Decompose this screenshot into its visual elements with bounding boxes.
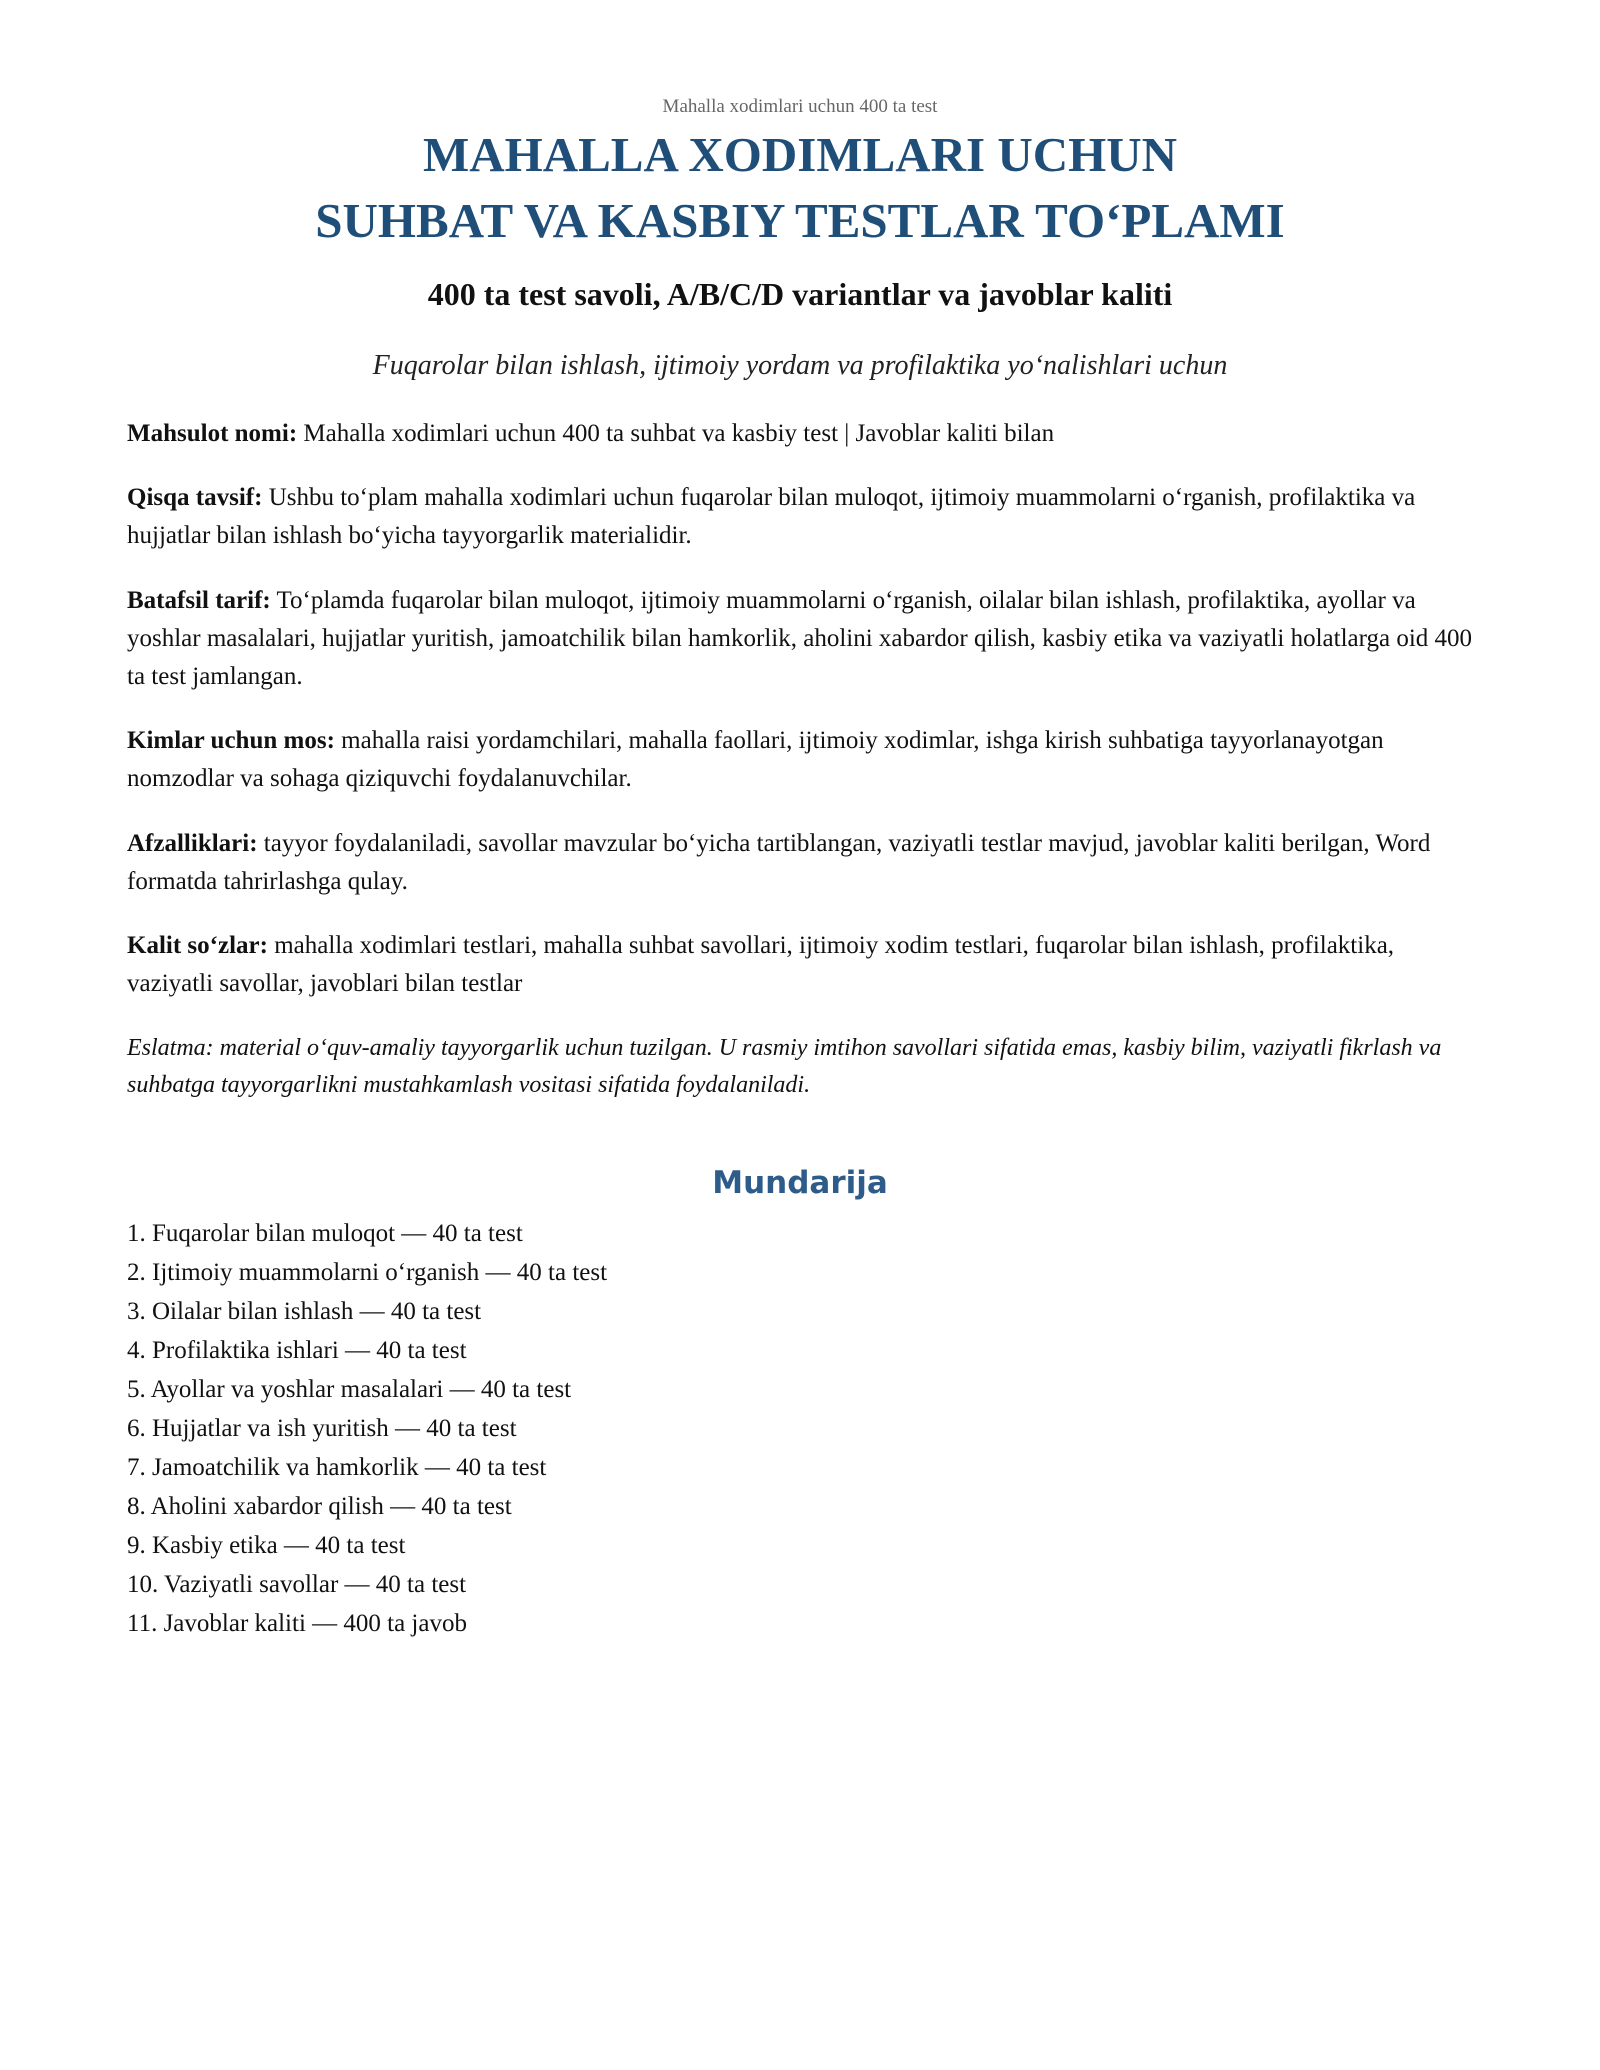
toc-title: Mundarija [712, 1165, 888, 1201]
document-title [0, 122, 1600, 254]
section-text: tayyor foydalaniladi, savollar mavzular bo‘yicha tartiblangan, vaziyatli testlar mavjud, javoblar kaliti berilgan, Word formatda tahrirlashga qulay. [127, 830, 1431, 895]
document-tagline: Fuqarolar bilan ishlash, ijtimoiy yordam va profilaktika yo‘nalishlari uchun [372, 350, 1228, 381]
toc-item: 6. Hujjatlar va ish yuritish — 40 ta test [127, 1415, 517, 1442]
section-product-name [127, 415, 1477, 453]
toc-item: 4. Profilaktika ishlari — 40 ta test [127, 1337, 467, 1364]
running-header: Mahalla xodimlari uchun 400 ta test [662, 96, 938, 117]
toc-item: 2. Ijtimoiy muammolarni o‘rganish — 40 ta test [127, 1259, 608, 1286]
section-keywords [127, 927, 1477, 1003]
table-of-contents [127, 1214, 1027, 1643]
toc-item: 8. Aholini xabardor qilish — 40 ta test [127, 1493, 512, 1520]
title-line-1: MAHALLA XODIMLARI UCHUN [422, 127, 1178, 182]
section-detailed-description [127, 582, 1477, 696]
section-label: Qisqa tavsif: [127, 484, 263, 511]
toc-item: 1. Fuqarolar bilan muloqot — 40 ta test [127, 1220, 523, 1247]
section-label: Afzalliklari: [127, 830, 258, 857]
toc-item: 3. Oilalar bilan ishlash — 40 ta test [127, 1298, 482, 1325]
toc-item: 11. Javoblar kaliti — 400 ta javob [127, 1610, 467, 1637]
section-label: Kalit so‘zlar: [127, 932, 268, 959]
toc-item: 9. Kasbiy etika — 40 ta test [127, 1532, 406, 1559]
section-advantages [127, 825, 1477, 901]
section-text: Ushbu to‘plam mahalla xodimlari uchun fuqarolar bilan muloqot, ijtimoiy muammolarni o‘rganish, profilaktika va hujjatlar bilan ishlash bo‘yicha tayyorgarlik materialidir. [127, 484, 1416, 549]
section-label: Batafsil tarif: [127, 587, 271, 614]
section-text: mahalla xodimlari testlari, mahalla suhbat savollari, ijtimoiy xodim testlari, fuqarolar bilan ishlash, profilaktika, vaziyatli savollar, javoblari bilan testlar [127, 932, 1395, 997]
document-subtitle: 400 ta test savoli, A/B/C/D variantlar va javoblar kaliti [427, 276, 1173, 312]
section-short-description [127, 479, 1477, 555]
section-text: To‘plamda fuqarolar bilan muloqot, ijtimoiy muammolarni o‘rganish, oilalar bilan ishlash, profilaktika, ayollar va yoshlar masalalari, hujjatlar yuritish, jamoatchilik bilan hamkorlik, aholini xabardor qilish, kasbiy etika va vaziyatli holatlarga oid 400 ta test jamlangan. [127, 587, 1473, 690]
section-target-audience [127, 722, 1477, 798]
toc-item: 10. Vaziyatli savollar — 40 ta test [127, 1571, 467, 1598]
toc-item: 5. Ayollar va yoshlar masalalari — 40 ta test [127, 1376, 572, 1403]
section-text: Mahalla xodimlari uchun 400 ta suhbat va kasbiy test | Javoblar kaliti bilan [303, 420, 1055, 447]
section-label: Mahsulot nomi: [127, 420, 298, 447]
note-paragraph: Eslatma: material o‘quv-amaliy tayyorgarlik uchun tuzilgan. U rasmiy imtihon savollari sifatida emas, kasbiy bilim, vaziyatli fikrlash va suhbatga tayyorgarlikni mustahkamlash vositasi sifatida foydalaniladi. [127, 1035, 1442, 1098]
title-line-2: SUHBAT VA KASBIY TESTLAR TO‘PLAMI [315, 193, 1285, 248]
section-text: mahalla raisi yordamchilari, mahalla faollari, ijtimoiy xodimlar, ishga kirish suhbatiga tayyorlanayotgan nomzodlar va sohaga qiziquvchi foydalanuvchilar. [127, 727, 1384, 792]
toc-item: 7. Jamoatchilik va hamkorlik — 40 ta test [127, 1454, 547, 1481]
section-label: Kimlar uchun mos: [127, 727, 335, 754]
